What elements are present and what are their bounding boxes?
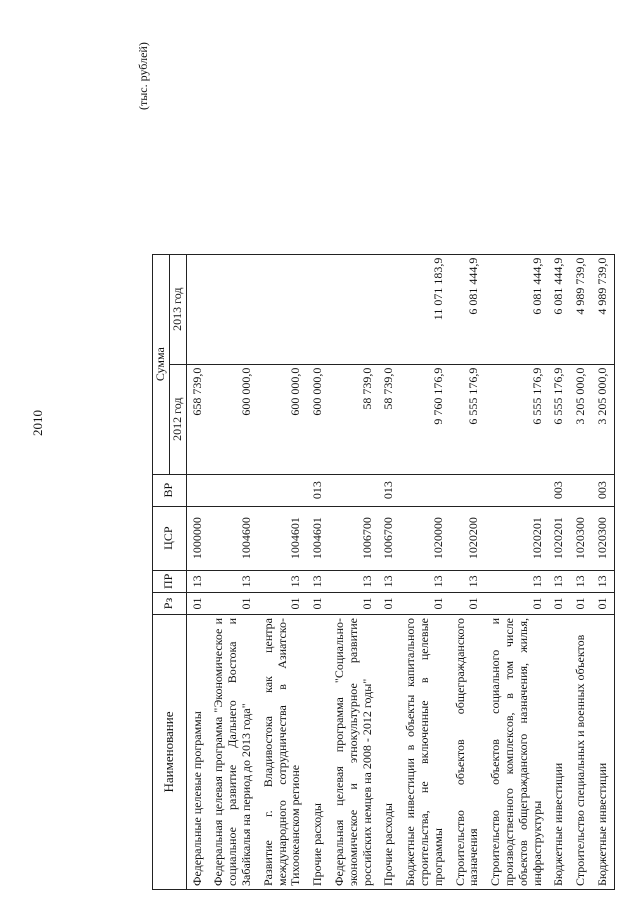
- table-row: [258, 254, 307, 889]
- cell-pr: 13: [450, 570, 486, 592]
- cell-y2013: 6 081 444,9: [450, 254, 486, 364]
- cell-name: Бюджетные инвестиции в объекты капитального строительства, не включенные в целевые программы: [400, 615, 449, 890]
- header-csr: ЦСР: [153, 506, 187, 570]
- cell-pr: 13: [570, 570, 592, 592]
- cell-name: Строительство объектов социального и производственного комплексов, в том числе объектов общегражданского назначения, жилья, инфраструктуры: [485, 615, 548, 890]
- cell-rz: 01: [548, 593, 570, 615]
- cell-y2012: 6 555 176,9: [450, 364, 486, 474]
- table-row: [400, 254, 449, 889]
- cell-pr: 13: [329, 570, 378, 592]
- cell-y2013: 6 081 444,9: [548, 254, 570, 364]
- cell-name: Бюджетные инвестиции: [592, 615, 614, 890]
- cell-y2013: [186, 254, 208, 364]
- cell-vr: [258, 474, 307, 506]
- units-label: (тыс. рублей): [136, 42, 150, 110]
- budget-table: [152, 254, 615, 890]
- cell-y2013: 6 081 444,9: [485, 254, 548, 364]
- cell-y2012: 58 739,0: [378, 364, 400, 474]
- cell-y2012: 3 205 000,0: [570, 364, 592, 474]
- cell-name: Бюджетные инвестиции: [548, 615, 570, 890]
- cell-pr: 13: [208, 570, 257, 592]
- table-row: [329, 254, 378, 889]
- cell-vr: [186, 474, 208, 506]
- cell-csr: 1020300: [592, 506, 614, 570]
- cell-name: Прочие расходы: [307, 615, 329, 890]
- cell-csr: 1020200: [450, 506, 486, 570]
- cell-rz: 01: [307, 593, 329, 615]
- cell-rz: 01: [378, 593, 400, 615]
- cell-y2012: 600 000,0: [307, 364, 329, 474]
- table-row: [378, 254, 400, 889]
- page-number: 2010: [30, 410, 45, 436]
- cell-name: Федеральная целевая программа "Экономическое и социальное развитие Дальнего Востока и Забайкалья на период до 2013 года": [208, 615, 257, 890]
- cell-y2012: 6 555 176,9: [485, 364, 548, 474]
- cell-pr: 13: [548, 570, 570, 592]
- cell-y2013: 4 989 739,0: [592, 254, 614, 364]
- header-rz: Рз: [153, 593, 187, 615]
- cell-y2013: [258, 254, 307, 364]
- header-vr: ВР: [153, 474, 187, 506]
- cell-y2012: 600 000,0: [258, 364, 307, 474]
- cell-csr: 1020201: [485, 506, 548, 570]
- cell-y2012: 658 739,0: [186, 364, 208, 474]
- cell-y2013: [208, 254, 257, 364]
- cell-vr: [400, 474, 449, 506]
- header-name: Наименование: [153, 615, 187, 890]
- cell-csr: 1004601: [258, 506, 307, 570]
- cell-y2012: 6 555 176,9: [548, 364, 570, 474]
- cell-rz: 01: [208, 593, 257, 615]
- table-row: [186, 254, 208, 889]
- cell-vr: [329, 474, 378, 506]
- cell-csr: 1006700: [329, 506, 378, 570]
- cell-rz: 01: [329, 593, 378, 615]
- cell-y2013: 4 989 739,0: [570, 254, 592, 364]
- cell-vr: 013: [378, 474, 400, 506]
- cell-pr: 13: [186, 570, 208, 592]
- cell-y2012: 3 205 000,0: [592, 364, 614, 474]
- cell-y2013: 11 071 183,9: [400, 254, 449, 364]
- table-row: [592, 254, 614, 889]
- cell-vr: 003: [548, 474, 570, 506]
- cell-y2013: [307, 254, 329, 364]
- cell-vr: [208, 474, 257, 506]
- table-row: [570, 254, 592, 889]
- cell-rz: 01: [450, 593, 486, 615]
- cell-pr: 13: [307, 570, 329, 592]
- cell-csr: 1020300: [570, 506, 592, 570]
- header-year-2013: 2013 год: [169, 254, 186, 364]
- cell-name: Федеральные целевые программы: [186, 615, 208, 890]
- cell-y2012: 9 760 176,9: [400, 364, 449, 474]
- cell-rz: 01: [570, 593, 592, 615]
- cell-name: Строительство специальных и военных объектов: [570, 615, 592, 890]
- cell-pr: 13: [592, 570, 614, 592]
- cell-csr: 1006700: [378, 506, 400, 570]
- table-row: [485, 254, 548, 889]
- cell-name: Развитие г. Владивостока как центра международного сотрудничества в Азиатско-Тихоокеанском регионе: [258, 615, 307, 890]
- cell-rz: 01: [592, 593, 614, 615]
- cell-y2013: [329, 254, 378, 364]
- header-year-2012: 2012 год: [169, 364, 186, 474]
- table-row: [450, 254, 486, 889]
- cell-rz: 01: [485, 593, 548, 615]
- cell-csr: 1020000: [400, 506, 449, 570]
- cell-y2013: [378, 254, 400, 364]
- cell-vr: 013: [307, 474, 329, 506]
- rotated-page: [130, 40, 609, 890]
- table-body: [186, 254, 614, 889]
- cell-pr: 13: [378, 570, 400, 592]
- cell-pr: 13: [258, 570, 307, 592]
- cell-name: Прочие расходы: [378, 615, 400, 890]
- cell-y2012: 600 000,0: [208, 364, 257, 474]
- cell-vr: 003: [592, 474, 614, 506]
- cell-rz: 01: [400, 593, 449, 615]
- cell-csr: 1020201: [548, 506, 570, 570]
- cell-name: Федеральная целевая программа "Социально-экономическое и этнокультурное развитие российских немцев на 2008 - 2012 годы": [329, 615, 378, 890]
- cell-vr: [485, 474, 548, 506]
- header-sum: Сумма: [153, 254, 170, 474]
- cell-rz: 01: [186, 593, 208, 615]
- cell-csr: 1000000: [186, 506, 208, 570]
- table-row: [208, 254, 257, 889]
- cell-vr: [570, 474, 592, 506]
- cell-y2012: 58 739,0: [329, 364, 378, 474]
- cell-pr: 13: [485, 570, 548, 592]
- cell-name: Строительство объектов общегражданского назначения: [450, 615, 486, 890]
- table-row: [307, 254, 329, 889]
- cell-vr: [450, 474, 486, 506]
- header-pr: ПР: [153, 570, 187, 592]
- table-row: [548, 254, 570, 889]
- cell-csr: 1004601: [307, 506, 329, 570]
- cell-pr: 13: [400, 570, 449, 592]
- cell-csr: 1004600: [208, 506, 257, 570]
- cell-rz: 01: [258, 593, 307, 615]
